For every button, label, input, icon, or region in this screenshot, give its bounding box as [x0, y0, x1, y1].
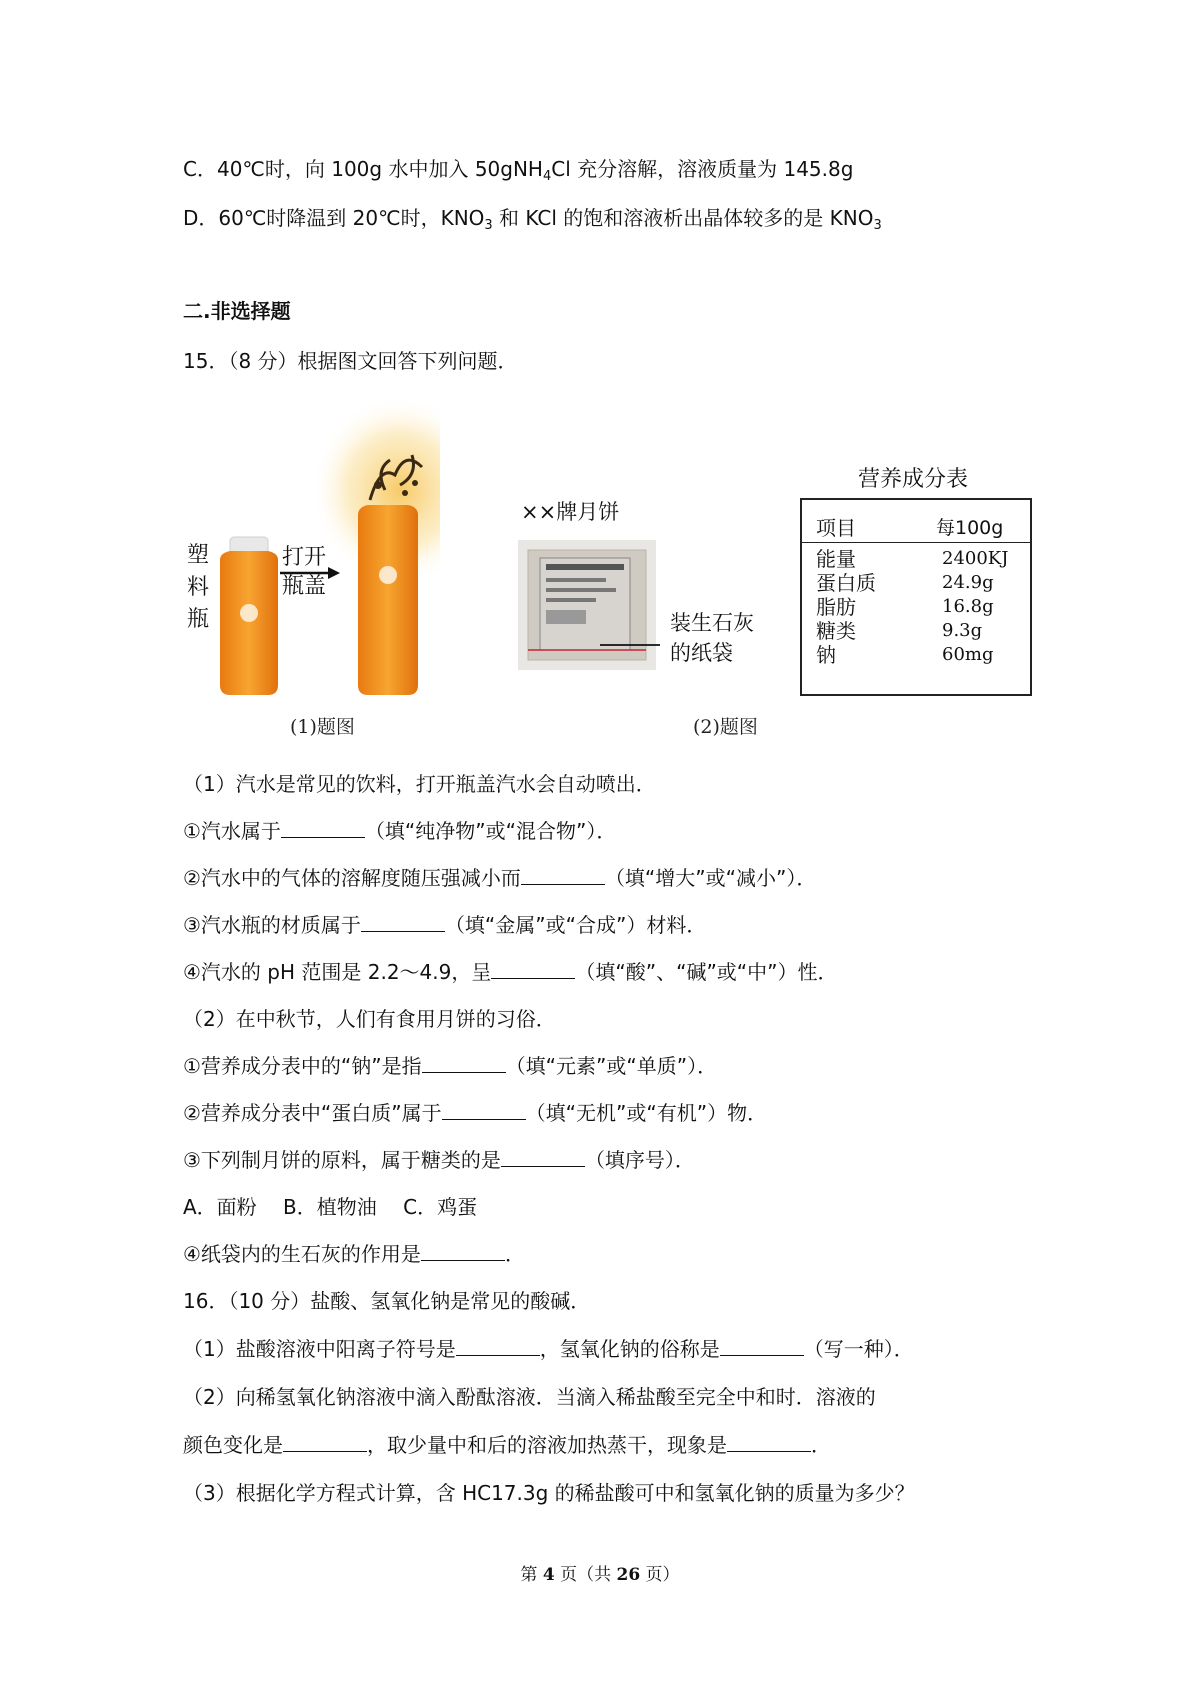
- bottle-label-char: 瓶: [187, 607, 210, 632]
- question-hint: （填“酸”、“碱”或“中”）性．: [575, 960, 838, 984]
- arrow-head-icon: [328, 567, 340, 579]
- page-number: 4: [542, 1565, 555, 1585]
- question-hint: ．: [811, 1433, 831, 1457]
- question-hint: （填“元素”或“单质”）．: [505, 1054, 718, 1078]
- total-pages: 26: [616, 1565, 641, 1585]
- option-d: [183, 204, 882, 232]
- nutrition-row: [816, 571, 1020, 595]
- q16-part2-cont: [183, 1431, 831, 1459]
- option-c: [183, 155, 853, 183]
- bottle-label-char: 料: [187, 575, 210, 600]
- q15-part2-4: [183, 1240, 525, 1268]
- bag-label-line: 装生石灰: [670, 611, 754, 635]
- answer-blank[interactable]: [361, 911, 445, 932]
- answer-blank[interactable]: [283, 1431, 367, 1452]
- arrow-label-line: 打开: [282, 545, 327, 570]
- figure-1-caption: (1)题图: [290, 716, 355, 738]
- q15-part1-1: [183, 817, 616, 845]
- nutrient-value: 16.8g: [942, 596, 994, 617]
- answer-blank[interactable]: [727, 1431, 811, 1452]
- question-text: ③下列制月饼的原料，属于糖类的是: [183, 1148, 501, 1172]
- question-hint: （写一种）．: [803, 1337, 914, 1361]
- q15-part2-1: [183, 1052, 717, 1080]
- footer-text: 第: [520, 1565, 543, 1585]
- q15-part1-3: [183, 911, 706, 939]
- question-hint: （填序号）．: [584, 1148, 695, 1172]
- question-hint: （填“增大”或“减小”）．: [604, 866, 817, 890]
- pointer-line: [600, 640, 660, 650]
- bag-label-line: 的纸袋: [670, 641, 733, 665]
- nutrient-name: 钠: [816, 643, 836, 667]
- closed-bottle: [220, 537, 278, 695]
- subscript: 3: [484, 218, 493, 233]
- question-hint: （填“金属”或“合成”）材料．: [444, 913, 707, 937]
- q15-part1-4: [183, 958, 838, 986]
- answer-blank[interactable]: [456, 1335, 540, 1356]
- subscript: 3: [873, 218, 882, 233]
- q15-part1: （1）汽水是常见的饮料，打开瓶盖汽水会自动喷出．: [183, 772, 656, 796]
- question-text: （1）盐酸溶液中阳离子符号是: [183, 1337, 456, 1361]
- q15-part2-3: [183, 1146, 695, 1174]
- section-title: 二.非选择题: [183, 299, 291, 323]
- nutrient-value: 9.3g: [942, 620, 983, 641]
- bottle-label-char: 塑: [187, 543, 210, 568]
- q15-part2-options: A．面粉 B．植物油 C．鸡蛋: [183, 1195, 478, 1219]
- question-text: 颜色变化是: [183, 1433, 283, 1457]
- option-d-mid: 和 KCl 的饱和溶液析出晶体较多的是 KNO: [492, 206, 874, 230]
- answer-blank[interactable]: [442, 1099, 526, 1120]
- option-c-text: C．40℃时，向 100g 水中加入 50gNH: [183, 157, 543, 181]
- nutrient-value: 24.9g: [942, 572, 994, 593]
- nutrition-row: [816, 643, 1020, 667]
- header-item: 项目: [816, 516, 856, 540]
- footer-text: 页（共: [554, 1565, 617, 1585]
- question-text: ，氢氧化钠的俗称是: [539, 1337, 720, 1361]
- nutrition-header: [816, 516, 1020, 540]
- nutrient-value: 60mg: [942, 644, 994, 665]
- header-per100g: 每100g: [936, 517, 1004, 539]
- nutrition-table: [800, 498, 1032, 696]
- table-divider: [802, 542, 1030, 543]
- answer-blank[interactable]: [720, 1335, 804, 1356]
- question-hint: ．: [504, 1242, 525, 1266]
- question-15-title: 15．（8 分）根据图文回答下列问题．: [183, 349, 518, 373]
- question-text: ④纸袋内的生石灰的作用是: [183, 1242, 421, 1266]
- nutrition-row: [816, 619, 1020, 643]
- nutrient-name: 脂肪: [816, 595, 856, 619]
- nutrition-row: [816, 595, 1020, 619]
- question-text: ②营养成分表中“蛋白质”属于: [183, 1101, 442, 1125]
- question-16-title: 16．（10 分）盐酸、氢氧化钠是常见的酸碱．: [183, 1289, 591, 1313]
- question-text: ④汽水的 pH 范围是 2.2～4.9，呈: [183, 960, 492, 984]
- question-text: ②汽水中的气体的溶解度随压强减小而: [183, 866, 521, 890]
- arrow-label: [282, 543, 326, 601]
- nutrient-name: 能量: [816, 547, 856, 571]
- arrow-label-line: 瓶盖: [282, 574, 327, 599]
- question-hint: （填“纯净物”或“混合物”）．: [364, 819, 617, 843]
- nutrition-row: [816, 547, 1020, 571]
- option-c-tail: Cl 充分溶解，溶液质量为 145.8g: [551, 157, 854, 181]
- answer-blank[interactable]: [421, 1240, 505, 1261]
- answer-blank[interactable]: [491, 958, 575, 979]
- mooncake-brand: ××牌月饼: [521, 500, 620, 524]
- q15-part2: （2）在中秋节，人们有食用月饼的习俗．: [183, 1007, 556, 1031]
- question-text: ，取少量中和后的溶液加热蒸干，现象是: [367, 1433, 727, 1457]
- answer-blank[interactable]: [422, 1052, 506, 1073]
- option-d-text: D．60℃时降温到 20℃时，KNO: [183, 206, 485, 230]
- q16-part3: （3）根据化学方程式计算，含 HC17.3g 的稀盐酸可中和氢氧化钠的质量为多少？: [183, 1481, 915, 1505]
- answer-blank[interactable]: [501, 1146, 585, 1167]
- question-text: ①营养成分表中的“钠”是指: [183, 1054, 422, 1078]
- answer-blank[interactable]: [281, 817, 365, 838]
- nutrient-value: 2400KJ: [942, 548, 1009, 569]
- question-text: ③汽水瓶的材质属于: [183, 913, 361, 937]
- page-footer: [0, 1560, 1200, 1585]
- nutrient-name: 糖类: [816, 619, 856, 643]
- q16-part1: [183, 1335, 914, 1363]
- subscript: 4: [542, 169, 552, 184]
- bag-label: [670, 608, 754, 668]
- nutrient-name: 蛋白质: [816, 571, 876, 595]
- q15-part2-2: [183, 1099, 767, 1127]
- bottle-label: [187, 540, 217, 636]
- question-hint: （填“无机”或“有机”）物．: [525, 1101, 768, 1125]
- nutrition-title: 营养成分表: [858, 467, 969, 492]
- answer-blank[interactable]: [521, 864, 605, 885]
- question-text: ①汽水属于: [183, 819, 281, 843]
- q16-part2: （2）向稀氢氧化钠溶液中滴入酚酞溶液．当滴入稀盐酸至完全中和时．溶液的: [183, 1385, 876, 1409]
- mooncake-package-image: [518, 540, 656, 670]
- footer-text: 页）: [640, 1565, 680, 1585]
- figure-2-caption: (2)题图: [693, 716, 758, 738]
- q15-part1-2: [183, 864, 816, 892]
